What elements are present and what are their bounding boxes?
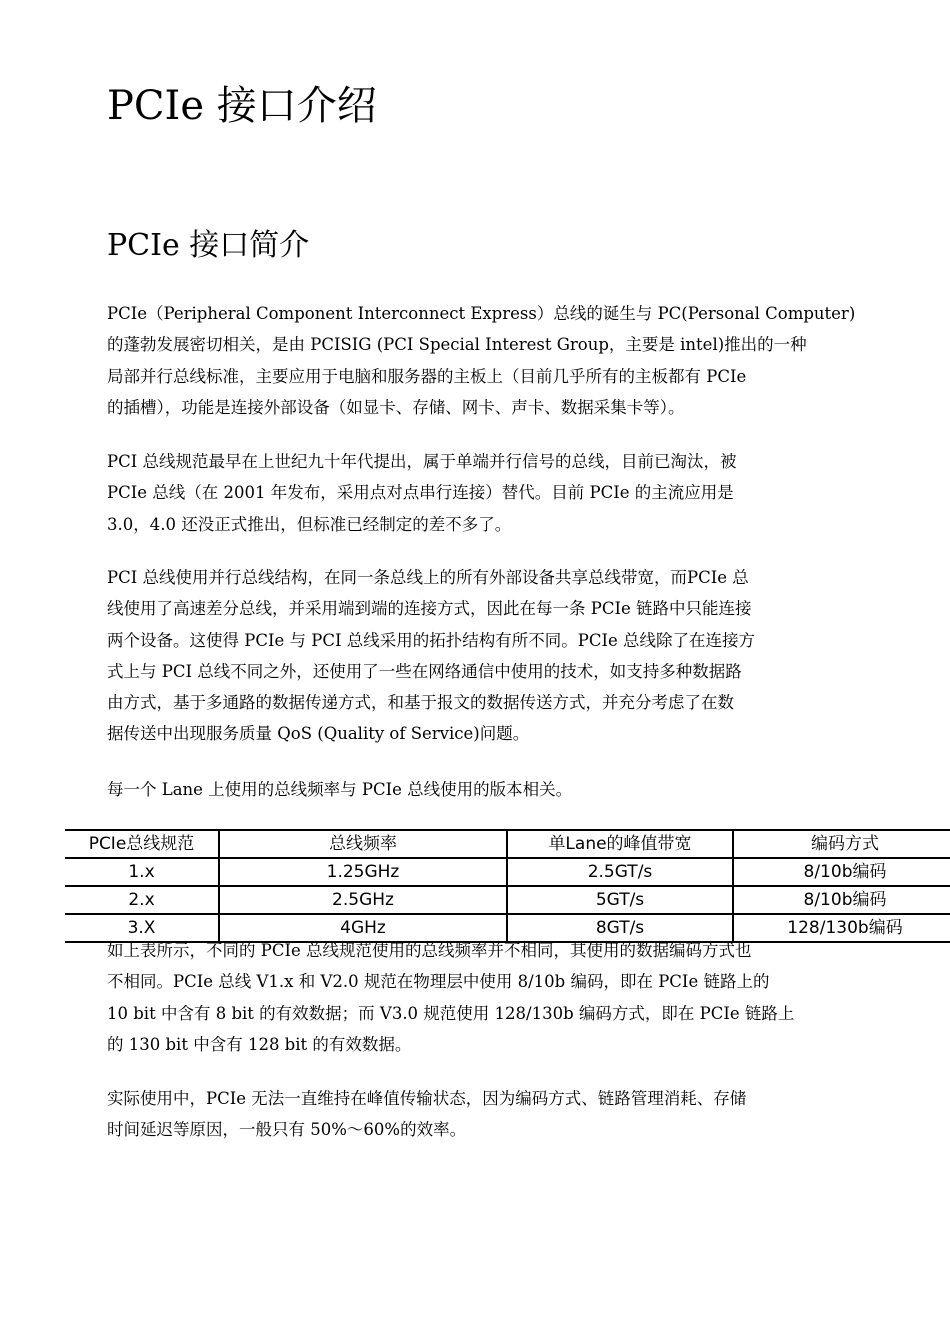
table-cell: 1.25GHz <box>219 858 507 886</box>
paragraph-efficiency <box>107 1083 847 1146</box>
paragraph-line: 的蓬勃发展密切相关，是由 PCISIG (PCI Special Interest Group，主要是 intel)推出的一种 <box>107 335 807 355</box>
table-cell: 2.5GHz <box>219 886 507 914</box>
paragraph-line: 由方式，基于多通路的数据传递方式，和基于报文的数据传送方式，并充分考虑了在数 <box>107 693 734 713</box>
table-cell: 4GHz <box>219 914 507 942</box>
table-header-row <box>65 830 950 858</box>
table-row <box>65 858 950 886</box>
paragraph-topology <box>107 562 847 750</box>
table-cell: 2.5GT/s <box>507 858 733 886</box>
table-cell: 8/10b编码 <box>733 858 950 886</box>
column-header: 单Lane的峰值带宽 <box>507 830 733 858</box>
paragraph-line: 的插槽），功能是连接外部设备（如显卡、存储、网卡、声卡、数据采集卡等）。 <box>107 397 685 417</box>
paragraph-line: PCIe 总线（在 2001 年发布，采用点对点串行连接）替代。目前 PCIe 的主流应用是 <box>107 483 734 503</box>
table-cell: 128/130b编码 <box>733 914 950 942</box>
paragraph-line: PCIe（Peripheral Component Interconnect Express）总线的诞生与 PC(Personal Computer) <box>107 304 856 323</box>
paragraph-line: 每一个 Lane 上使用的总线频率与 PCIe 总线使用的版本相关。 <box>107 780 573 799</box>
column-header: 总线频率 <box>219 830 507 858</box>
paragraph-line: 线使用了高速差分总线，并采用端到端的连接方式，因此在每一条 PCIe 链路中只能连接 <box>107 599 752 619</box>
paragraph-pci-history <box>107 446 847 540</box>
paragraph-line: 局部并行总线标准，主要应用于电脑和服务器的主板上（目前几乎所有的主板都有 PCIe <box>107 366 747 386</box>
paragraph-line: 实际使用中，PCIe 无法一直维持在峰值传输状态，因为编码方式、链路管理消耗、存储 <box>107 1089 747 1108</box>
paragraph-line: 10 bit 中含有 8 bit 的有效数据；而 V3.0 规范使用 128/130b 编码方式，即在 PCIe 链路上 <box>107 1003 795 1023</box>
table-cell: 5GT/s <box>507 886 733 914</box>
pcie-spec-table <box>65 829 950 943</box>
column-header: PCIe总线规范 <box>65 830 219 858</box>
paragraph-intro <box>107 298 856 423</box>
table-row <box>65 886 950 914</box>
paragraph-line: 式上与 PCI 总线不同之外，还使用了一些在网络通信中使用的技术，如支持多种数据路 <box>107 661 742 681</box>
paragraph-encoding <box>107 935 847 1060</box>
document-title: PCIe 接口介绍 <box>107 83 377 129</box>
table-cell: 1.x <box>65 858 219 886</box>
table-cell: 2.x <box>65 886 219 914</box>
table-cell: 8/10b编码 <box>733 886 950 914</box>
table-cell: 3.X <box>65 914 219 942</box>
paragraph-line: 3.0，4.0 还没正式推出，但标准已经制定的差不多了。 <box>107 514 512 534</box>
paragraph-line: 时间延迟等原因，一般只有 50%～60%的效率。 <box>107 1120 467 1140</box>
paragraph-line: 据传送中出现服务质量 QoS (Quality of Service)问题。 <box>107 724 530 744</box>
paragraph-line: PCI 总线使用并行总线结构，在同一条总线上的所有外部设备共享总线带宽，而PCIe 总 <box>107 568 749 587</box>
column-header: 编码方式 <box>733 830 950 858</box>
paragraph-line: 两个设备。这使得 PCIe 与 PCI 总线采用的拓扑结构有所不同。PCIe 总线除了在连接方 <box>107 630 755 650</box>
paragraph-line: 如上表所示，不同的 PCIe 总线规范使用的总线频率并不相同，其使用的数据编码方式也 <box>107 941 752 960</box>
paragraph-line: 不相同。PCIe 总线 V1.x 和 V2.0 规范在物理层中使用 8/10b 编码，即在 PCIe 链路上的 <box>107 972 770 992</box>
paragraph-line: PCI 总线规范最早在上世纪九十年代提出，属于单端并行信号的总线，目前已淘汰，被 <box>107 452 737 471</box>
paragraph-line: 的 130 bit 中含有 128 bit 的有效数据。 <box>107 1034 412 1054</box>
paragraph-lane <box>107 774 847 805</box>
table-cell: 8GT/s <box>507 914 733 942</box>
section-title: PCIe 接口简介 <box>107 228 310 263</box>
